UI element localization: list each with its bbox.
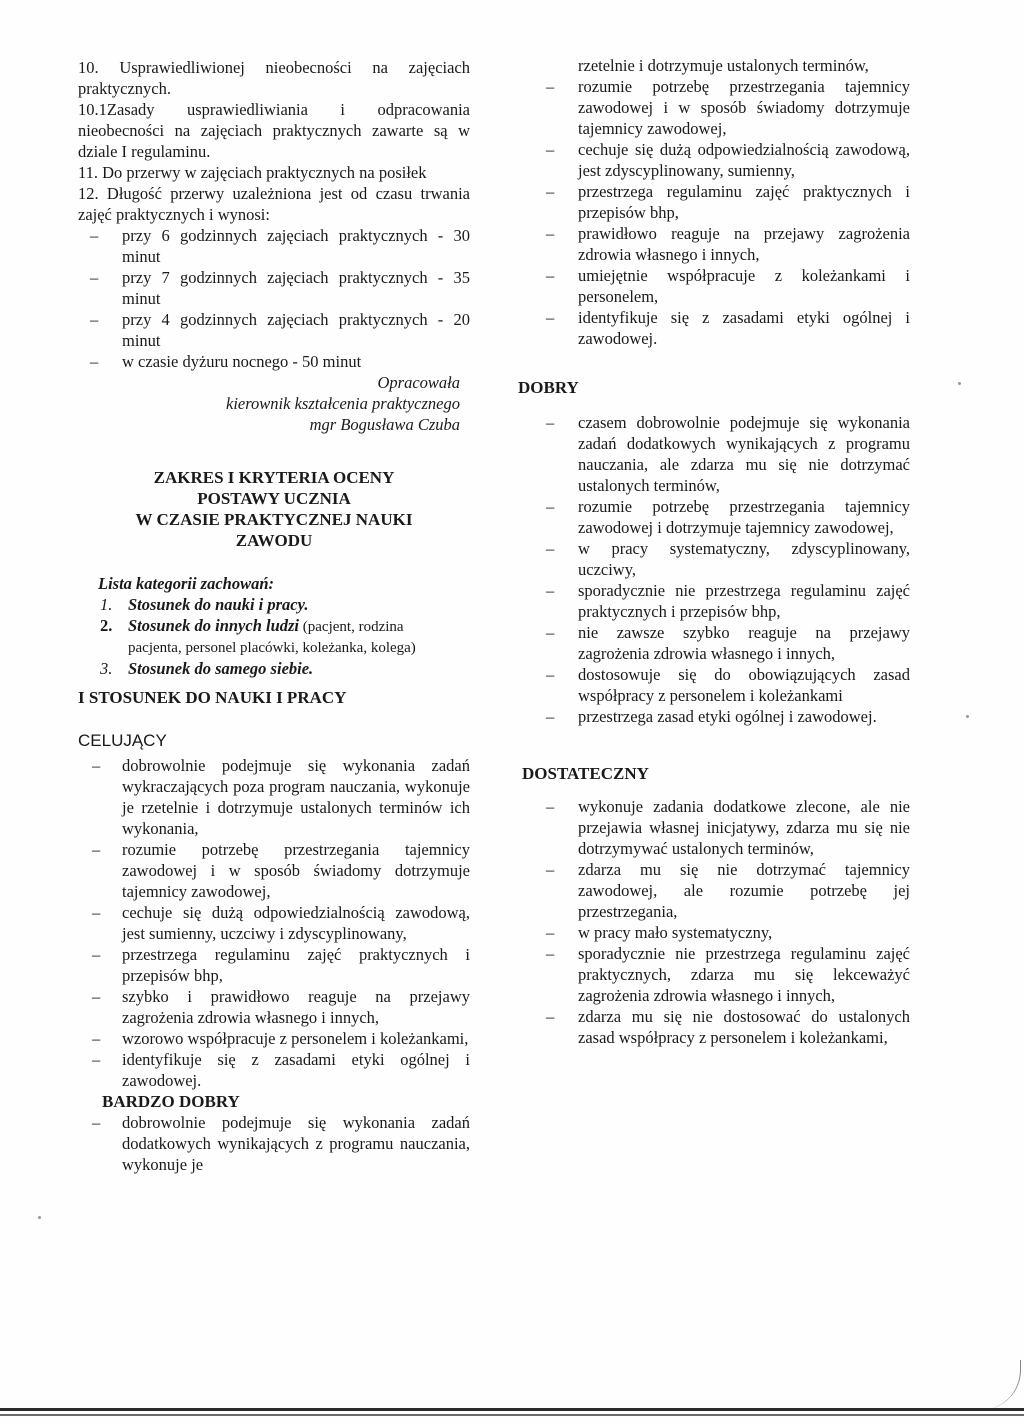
- main-heading-line: ZAKRES I KRYTERIA OCENY: [153, 468, 395, 487]
- scan-edge-line: [0, 1414, 1024, 1416]
- grade-heading-dostateczny: DOSTATECZNY: [522, 764, 649, 783]
- list-item: – identyfikuje się z zasadami etyki ogólnej i zawodowej.: [518, 307, 910, 349]
- signature-title: kierownik kształcenia praktycznego: [226, 394, 460, 413]
- signature-role: Opracowała: [377, 373, 460, 392]
- list-item: – przestrzega zasad etyki ogólnej i zawodowej.: [518, 706, 910, 727]
- category-item: [78, 658, 470, 679]
- celujacy-list: [78, 755, 470, 1091]
- item-11: 11. Do przerwy w zajęciach praktycznych na posiłek: [78, 163, 427, 182]
- list-item: – identyfikuje się z zasadami etyki ogólnej i zawodowej.: [78, 1049, 470, 1091]
- list-item: – sporadycznie nie przestrzega regulaminu zajęć praktycznych i przepisów bhp,: [518, 580, 910, 622]
- list-item: – czasem dobrowolnie podejmuje się wykonania zadań dodatkowych wynikających z programu nauczania, ale zdarza mu się nie dotrzymać ustalonych terminów,: [518, 412, 910, 496]
- category-item: [78, 594, 470, 615]
- page-corner-fold: [960, 1360, 1021, 1410]
- category-extra-cont: pacjenta, personel placówki, koleżanka, kolega): [128, 640, 416, 656]
- item-10: 10. Usprawiedliwionej nieobecności na zajęciach praktycznych.: [78, 58, 470, 98]
- scan-speck: [966, 715, 969, 718]
- scan-speck: [958, 382, 961, 385]
- category-number: 2.: [100, 616, 113, 635]
- list-item: – prawidłowo reaguje na przejawy zagrożenia zdrowia własnego i innych,: [518, 223, 910, 265]
- list-item: – w pracy systematyczny, zdyscyplinowany, uczciwy,: [518, 538, 910, 580]
- grade-heading-bardzo-dobry: BARDZO DOBRY: [102, 1092, 240, 1111]
- category-name: Stosunek do samego siebie.: [128, 659, 314, 678]
- list-item: – przestrzega regulaminu zajęć praktycznych i przepisów bhp,: [518, 181, 910, 223]
- list-item: – zdarza mu się nie dostosować do ustalonych zasad współpracy z personelem i koleżankami,: [518, 1006, 910, 1048]
- list-item: – szybko i prawidłowo reaguje na przejawy zagrożenia zdrowia własnego i innych,: [78, 986, 470, 1028]
- bardzo-dobry-cont-list: [518, 76, 910, 349]
- category-list-title: Lista kategorii zachowań:: [98, 574, 275, 593]
- section-heading: I STOSUNEK DO NAUKI I PRACY: [78, 688, 347, 707]
- item-10-1: 10.1Zasady usprawiedliwiania i odpracowania nieobecności na zajęciach praktycznych zawarte są w dziale I regulaminu.: [78, 100, 470, 161]
- category-item: [78, 615, 470, 658]
- list-item: – przy 4 godzinnych zajęciach praktycznych - 20 minut: [78, 309, 470, 351]
- list-item: – rozumie potrzebę przestrzegania tajemnicy zawodowej i w sposób świadomy dotrzymuje tajemnicy zawodowej,: [518, 76, 910, 139]
- break-list: [78, 225, 470, 372]
- list-item: – nie zawsze szybko reaguje na przejawy zagrożenia zdrowia własnego i innych,: [518, 622, 910, 664]
- list-item: – dobrowolnie podejmuje się wykonania zadań wykraczających poza program nauczania, wykonuje je rzetelnie i dotrzymuje ustalonych terminów ich wykonania,: [78, 755, 470, 839]
- scan-speck: [38, 1216, 41, 1219]
- main-heading-line: ZAWODU: [235, 531, 313, 550]
- category-name: Stosunek do nauki i pracy.: [128, 595, 309, 614]
- category-name: Stosunek do innych ludzi: [128, 616, 300, 635]
- list-item: – umiejętnie współpracuje z koleżankami i personelem,: [518, 265, 910, 307]
- dostateczny-list: [518, 796, 910, 1048]
- dobry-list: [518, 412, 910, 727]
- list-item: – przestrzega regulaminu zajęć praktycznych i przepisów bhp,: [78, 944, 470, 986]
- list-item: – przy 6 godzinnych zajęciach praktycznych - 30 minut: [78, 225, 470, 267]
- category-extra: (pacjent, rodzina: [299, 619, 404, 635]
- continued-text: rzetelnie i dotrzymuje ustalonych terminów,: [578, 56, 869, 75]
- scan-edge-line: [0, 1408, 1024, 1411]
- list-item: – dostosowuje się do obowiązujących zasad współpracy z personelem i koleżankami: [518, 664, 910, 706]
- list-item: – rozumie potrzebę przestrzegania tajemnicy zawodowej i dotrzymuje tajemnicy zawodowej,: [518, 496, 910, 538]
- main-heading-line: W CZASIE PRAKTYCZNEJ NAUKI: [135, 510, 413, 529]
- bardzo-dobry-list: [78, 1112, 470, 1175]
- list-item: – zdarza mu się nie dotrzymać tajemnicy zawodowej, ale rozumie potrzebę jej przestrzegania,: [518, 859, 910, 922]
- list-item: – w pracy mało systematyczny,: [518, 922, 910, 943]
- list-item: – wykonuje zadania dodatkowe zlecone, ale nie przejawia własnej inicjatywy, zdarza mu się nie dotrzymywać ustalonych terminów,: [518, 796, 910, 859]
- category-number: 3.: [100, 659, 113, 678]
- right-column: [518, 55, 910, 1048]
- list-item: – sporadycznie nie przestrzega regulaminu zajęć praktycznych, zdarza mu się lekceważyć zagrożenia zdrowia własnego i innych,: [518, 943, 910, 1006]
- grade-heading-celujacy: CELUJĄCY: [78, 731, 167, 750]
- list-item: – dobrowolnie podejmuje się wykonania zadań dodatkowych wynikających z programu nauczania, wykonuje je: [78, 1112, 470, 1175]
- main-heading: [78, 467, 470, 551]
- list-item: – cechuje się dużą odpowiedzialnością zawodową, jest zdyscyplinowany, sumienny,: [518, 139, 910, 181]
- list-item: – rozumie potrzebę przestrzegania tajemnicy zawodowej i w sposób świadomy dotrzymuje tajemnicy zawodowej,: [78, 839, 470, 902]
- list-item: – cechuje się dużą odpowiedzialnością zawodową, jest sumienny, uczciwy i zdyscyplinowany,: [78, 902, 470, 944]
- list-item: – wzorowo współpracuje z personelem i koleżankami,: [78, 1028, 470, 1049]
- list-item: – w czasie dyżuru nocnego - 50 minut: [78, 351, 470, 372]
- grade-heading-dobry: DOBRY: [518, 378, 579, 397]
- category-number: 1.: [100, 595, 113, 614]
- list-item: – przy 7 godzinnych zajęciach praktycznych - 35 minut: [78, 267, 470, 309]
- signature-name: mgr Bogusława Czuba: [309, 415, 460, 434]
- left-column: [78, 57, 470, 1175]
- item-12: 12. Długość przerwy uzależniona jest od czasu trwania zajęć praktycznych i wynosi:: [78, 184, 470, 224]
- main-heading-line: POSTAWY UCZNIA: [197, 489, 351, 508]
